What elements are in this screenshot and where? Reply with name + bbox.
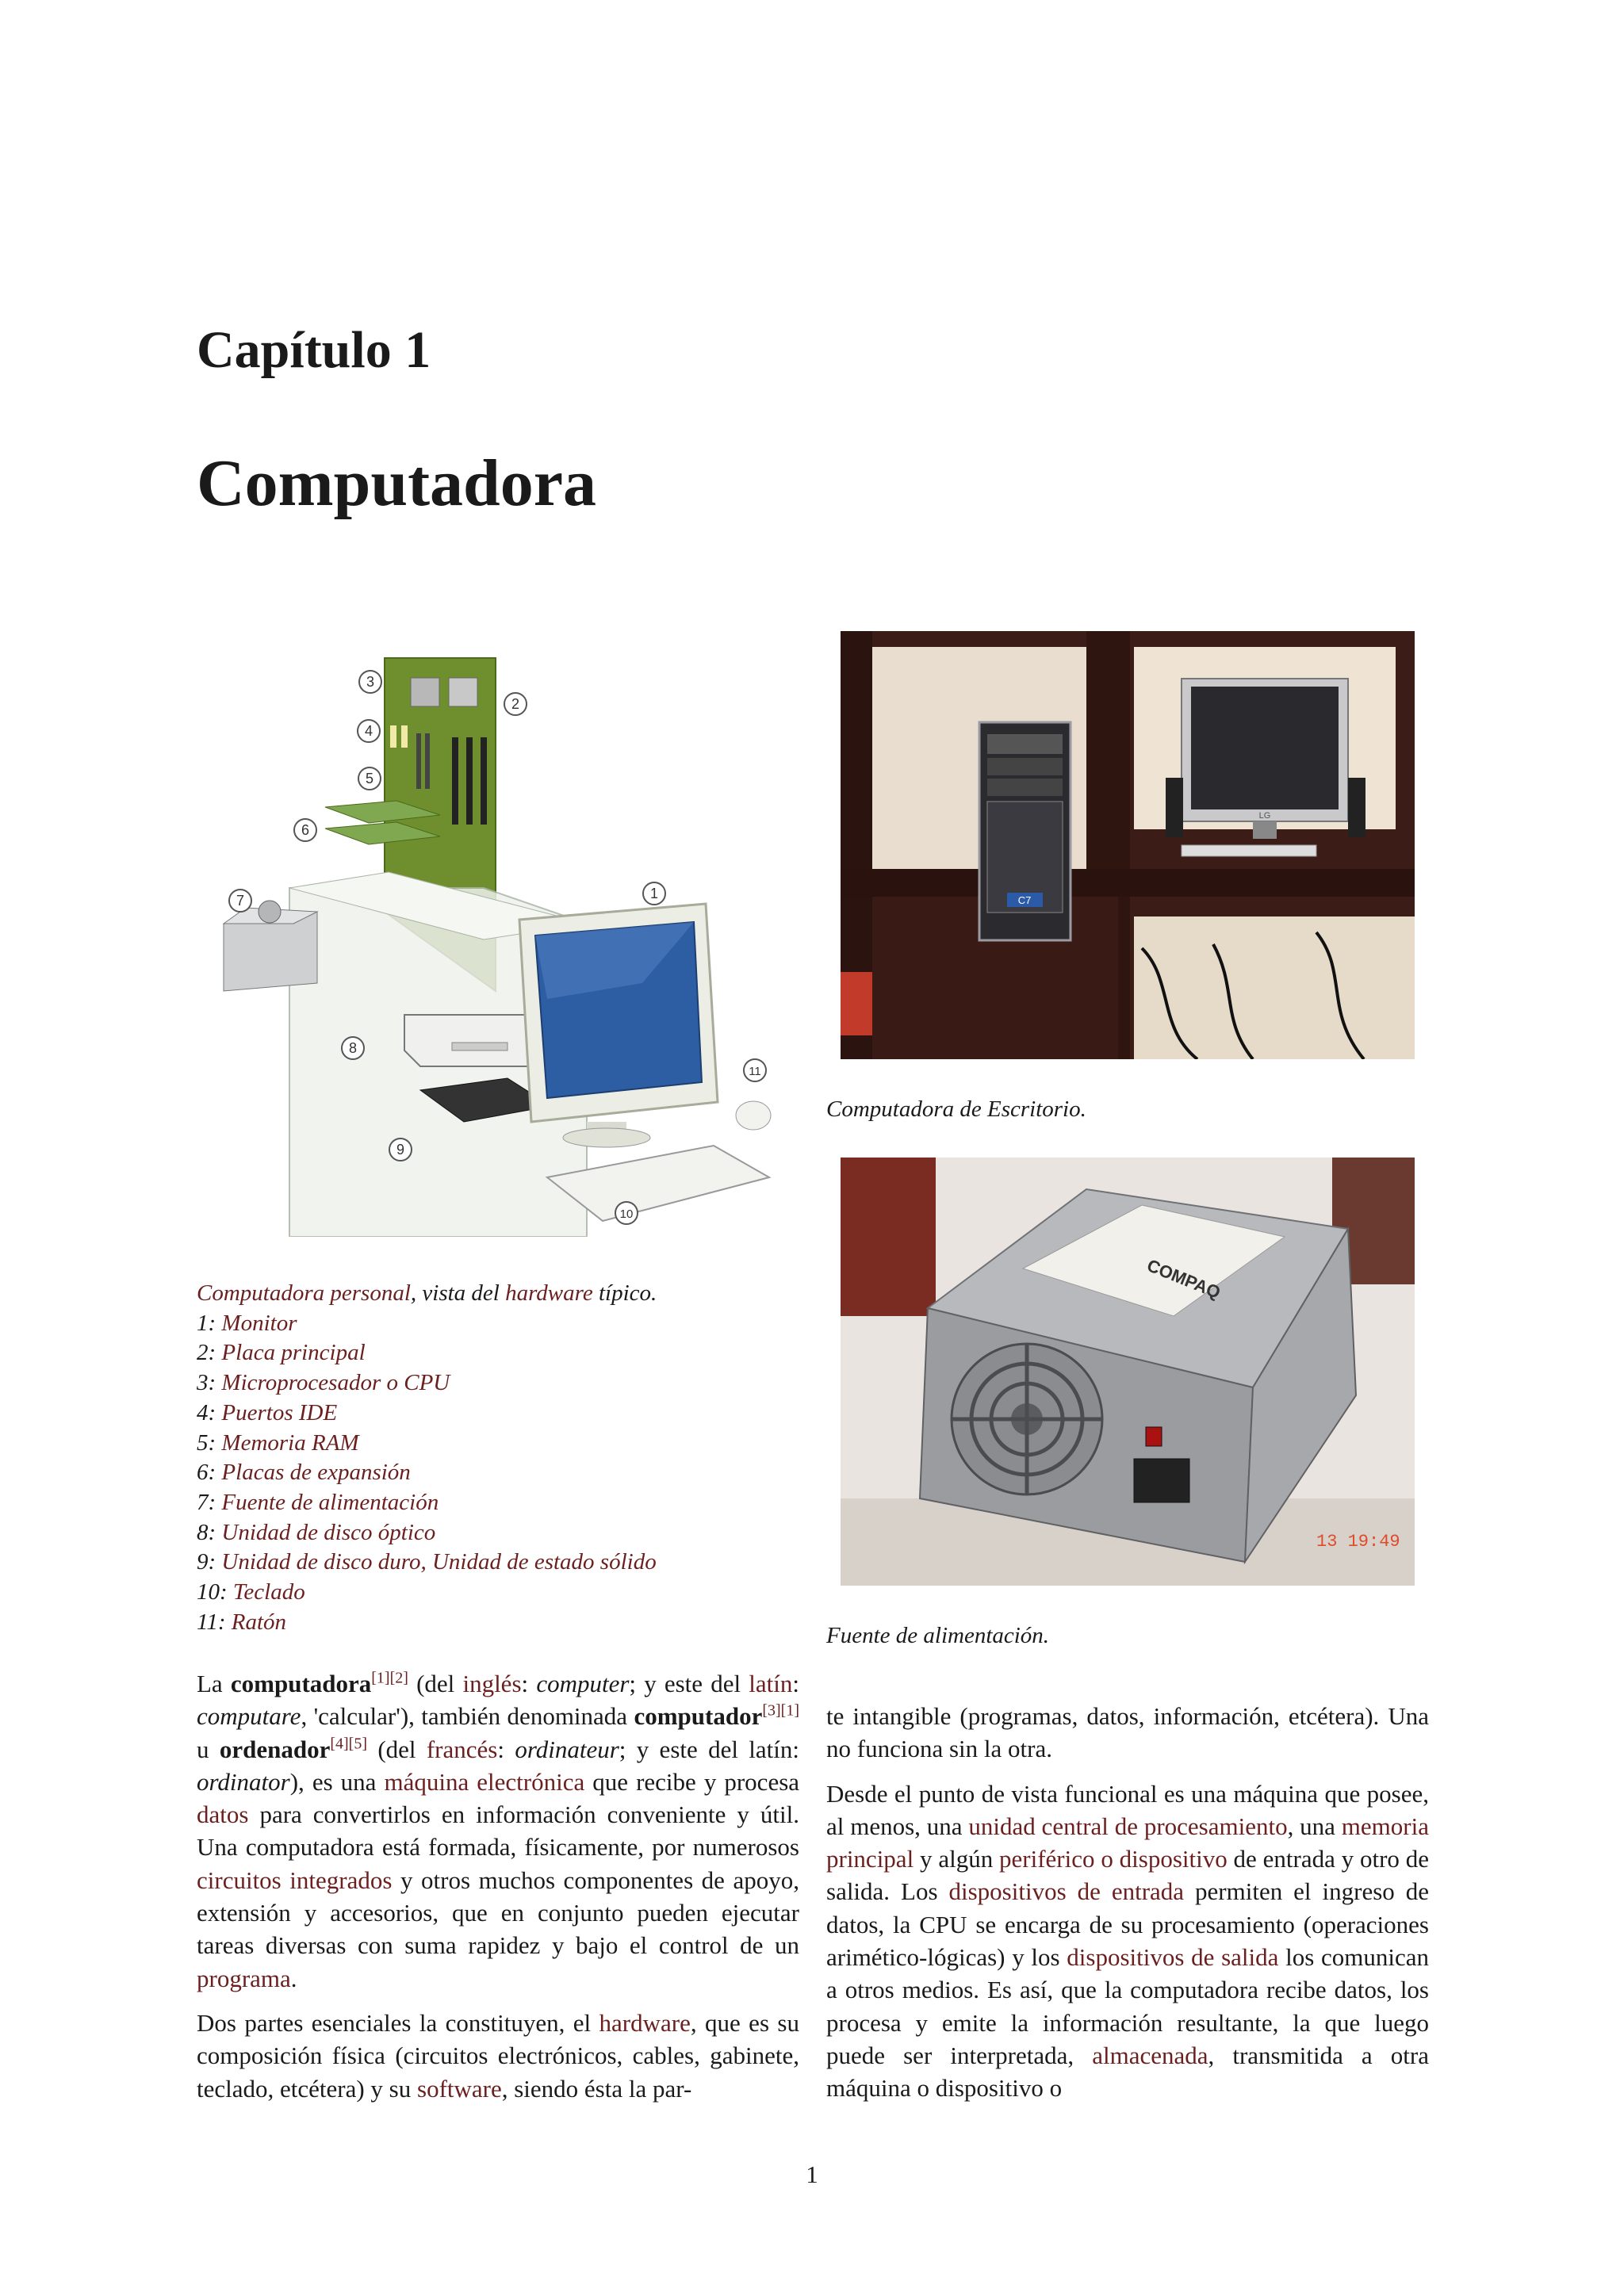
link-computadora-personal[interactable]: Computadora personal — [197, 1280, 411, 1306]
link-puertos-ide[interactable]: Puertos IDE — [221, 1399, 338, 1425]
psu-brand-text: COMPAQ — [1143, 1255, 1224, 1303]
desktop-photo-drawing — [841, 631, 1415, 1059]
link-hardware[interactable]: hardware — [599, 2008, 691, 2037]
link-microprocesador[interactable]: Microprocesador o CPU — [221, 1370, 450, 1396]
pc-hardware-drawing — [214, 650, 785, 1237]
callout-8-label: 8 — [348, 1040, 358, 1056]
link-hardware-caption[interactable]: hardware — [505, 1280, 593, 1306]
link-circuitos-integrados[interactable]: circuitos integrados — [197, 1866, 393, 1894]
page-number: 1 — [806, 2160, 818, 2188]
link-dispositivos-entrada[interactable]: dispositivos de entrada — [948, 1877, 1185, 1906]
caption-title-line: Computadora personal, vista del hardware típico. — [197, 1280, 657, 1306]
link-memoria-principal[interactable]: memoria principal — [826, 1812, 1429, 1873]
legend-item: 11: Ratón — [197, 1609, 287, 1635]
ref-3-1[interactable]: [3][1] — [762, 1701, 799, 1720]
legend-item: 7: Fuente de alimentación — [197, 1489, 439, 1515]
link-datos[interactable]: datos — [197, 1800, 249, 1829]
callout-3-label: 3 — [366, 674, 375, 690]
legend-item: 1: Monitor — [197, 1310, 297, 1336]
link-memoria-ram[interactable]: Memoria RAM — [221, 1429, 359, 1456]
chapter-label: Capítulo 1 — [197, 321, 431, 379]
paragraph-hardware-software: Dos partes esenciales la constituyen, el hardware, que es su composición física (circuitos electrónicos, cables, gabinete, teclado, etcétera) y su software, siendo ésta la par- — [197, 2008, 799, 2103]
callout-11-label: 11 — [749, 1065, 761, 1078]
legend-item: 9: Unidad de disco duro, Unidad de estado sólido — [197, 1549, 657, 1575]
link-ingles[interactable]: inglés — [462, 1670, 522, 1697]
pc-hardware-illustration[interactable] — [214, 650, 785, 1237]
callout-9-label: 9 — [396, 1142, 405, 1158]
callout-2-label: 2 — [511, 696, 520, 712]
legend-item: 2: Placa principal — [197, 1340, 366, 1366]
link-placas-expansion[interactable]: Placas de expansión — [221, 1460, 411, 1486]
legend-item: 3: Microprocesador o CPU — [197, 1370, 450, 1396]
link-maquina-electronica[interactable]: máquina electrónica — [384, 1767, 585, 1796]
link-cpu[interactable]: unidad central de procesamiento — [968, 1812, 1288, 1840]
link-disco-duro[interactable]: Unidad de disco duro — [221, 1549, 421, 1575]
legend-item: 10: Teclado — [197, 1579, 305, 1605]
paragraph-functional: Desde el punto de vista funcional es una máquina que posee, al menos, una unidad central de procesamiento, una memoria principal y algún periférico o dispositivo de entrada y otro de salida. Los dispositivos de entrada permiten el ingreso de datos, la CPU se encarga de su procesamiento (operaciones arimético-lógicas) y los dispositivos de salida los comunican a otros medios. Es así, que la computadora recibe datos, los procesa y emite la información resultante, la que luego puede ser interpretada, almacenada, transmitida a otra máquina o dispositivo o — [826, 1779, 1430, 2103]
monitor-brand-text: LG — [1258, 811, 1271, 821]
link-raton[interactable]: Ratón — [231, 1609, 287, 1635]
power-socket — [1134, 1459, 1189, 1502]
case-brand-text: C7 — [1017, 894, 1032, 906]
link-periferico[interactable]: periférico o dispositivo — [999, 1845, 1228, 1873]
chapter-title: Computadora — [197, 446, 597, 520]
ref-4-5[interactable]: [4][5] — [330, 1735, 367, 1753]
paragraph-continuation: te intangible (programas, datos, información, etcétera). Una no funciona sin la otra. — [826, 1702, 1429, 1763]
link-almacenada[interactable]: almacenada — [1092, 2041, 1208, 2069]
psu-photo-caption: Fuente de alimentación. — [826, 1623, 1050, 1648]
body-column-right — [826, 1700, 1429, 2117]
link-software[interactable]: software — [417, 2074, 502, 2103]
callout-10-label: 10 — [619, 1207, 634, 1221]
legend-item: 5: Memoria RAM — [197, 1429, 359, 1456]
link-placa-principal[interactable]: Placa principal — [221, 1340, 366, 1366]
link-latin[interactable]: latín — [749, 1670, 793, 1697]
legend-item: 6: Placas de expansión — [197, 1460, 411, 1486]
pc-figure-caption — [197, 1279, 657, 1637]
link-dispositivos-salida[interactable]: dispositivos de salida — [1067, 1943, 1279, 1972]
callout-1-label: 1 — [649, 886, 659, 901]
cpu-shape — [411, 678, 439, 706]
term-ordenador: ordenador — [219, 1735, 331, 1763]
link-programa[interactable]: programa — [197, 1964, 291, 1992]
ram-slot — [416, 733, 421, 789]
link-fuente-alimentacion[interactable]: Fuente de alimentación — [221, 1489, 439, 1515]
legend-item: 8: Unidad de disco óptico — [197, 1519, 436, 1545]
camera-timestamp: 13 19:49 — [1316, 1532, 1400, 1552]
term-computadora: computadora — [230, 1670, 372, 1697]
mouse-shape — [736, 1101, 771, 1130]
callout-4-label: 4 — [364, 723, 373, 739]
callout-6-label: 6 — [301, 822, 310, 838]
legend-item: 4: Puertos IDE — [197, 1399, 338, 1425]
callout-5-label: 5 — [365, 771, 374, 786]
link-disco-optico[interactable]: Unidad de disco óptico — [221, 1519, 436, 1545]
power-supply-photo[interactable] — [841, 1158, 1415, 1586]
link-frances[interactable]: francés — [426, 1735, 498, 1763]
psu-photo-drawing — [841, 1158, 1415, 1586]
callout-7-label: 7 — [236, 893, 245, 909]
term-computador: computador — [634, 1702, 763, 1731]
link-monitor[interactable]: Monitor — [221, 1310, 297, 1336]
ref-1-2[interactable]: [1][2] — [371, 1669, 408, 1687]
link-teclado[interactable]: Teclado — [232, 1579, 305, 1605]
paragraph-intro: La computadora[1][2] (del inglés: computer; y este del latín: computare, 'calcular'), también denominada computador[3][1] u ordenador[4][5] (del francés: ordinateur; y este del latín: ordinator), es una máquina electrónica que recibe y procesa datos para convertirlos en información conveniente y útil. Una computadora está formada, físicamente, por numerosos circuitos integrados y otros muchos componentes de apoyo, extensión y accesorios, que en conjunto pueden ejecutar tareas diversas con suma rapidez y bajo el control de un programa. — [197, 1669, 800, 1992]
desktop-computer-photo[interactable] — [841, 631, 1415, 1059]
link-estado-solido[interactable]: Unidad de estado sólido — [431, 1549, 657, 1575]
desktop-photo-caption: Computadora de Escritorio. — [826, 1096, 1086, 1122]
body-column-left — [197, 1667, 799, 2117]
